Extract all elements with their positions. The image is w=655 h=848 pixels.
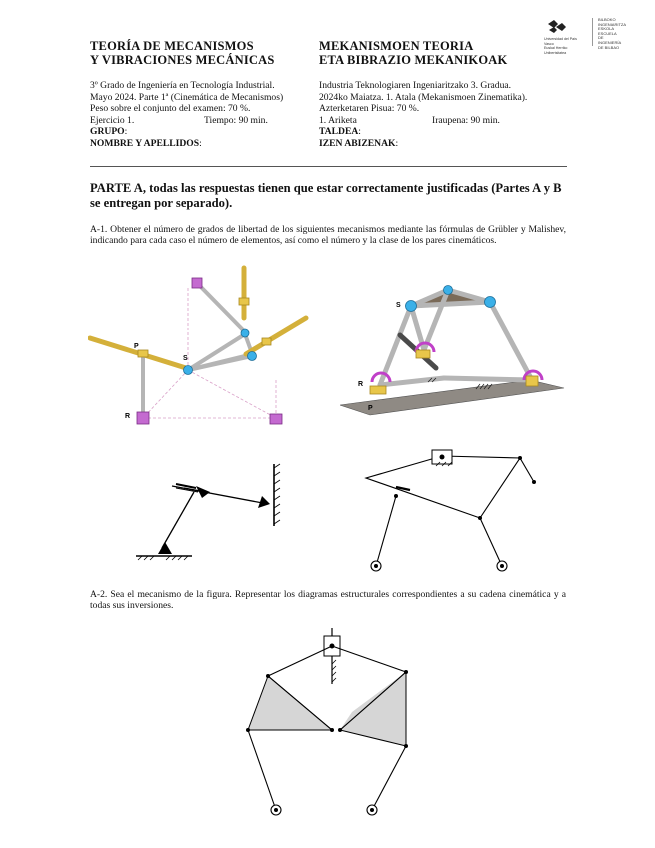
label-r-tripod: R <box>358 381 364 388</box>
logo-school-3: ESKOLA <box>598 26 615 32</box>
info-eu-line1: Industria Teknologiaren Ingeniaritzako 3. Gradua. <box>319 80 512 91</box>
logo-school-6: DE BILBAO <box>598 44 620 50</box>
logo-university-es: Universidad del País Vasco <box>544 37 577 46</box>
info-es-name: NOMBRE Y APELLIDOS <box>90 137 200 149</box>
title-eu <box>319 39 507 67</box>
logo-university-eu: Euskal Herriko Unibertsitatea <box>544 46 568 55</box>
info-es-line3: Peso sobre el conjunto del examen: 70 %. <box>90 103 251 115</box>
info-eu-line3: Azterketaren Pisua: 70 %. <box>319 103 420 115</box>
upv-ehu-logo-icon <box>546 18 568 36</box>
info-es-time: Tiempo: 90 min. <box>204 114 268 126</box>
question-a1: A-1. Obtener el número de grados de libertad de los siguientes mecanismos mediante las fórmulas de Grübler y Malishev, indicando para cada caso el número de elementos, así como el número y la clase de los pares cinemáticos. <box>90 224 566 246</box>
info-es-group: GRUPO <box>90 126 125 138</box>
figure-planar-linkage <box>362 432 552 578</box>
logo-school-4: ESCUELA <box>598 30 617 36</box>
label-s-tripod: S <box>396 302 401 309</box>
info-eu-group: TALDEA <box>319 126 359 138</box>
info-es: 3º Grado de Ingeniería en Tecnología Industrial. Mayo 2024. Parte 1ª (Cinemática de Mecanismos) Peso sobre el conjunto del examen: 70 %. Ejercicio 1. Tiempo: 90 min. GRUPO: NOMBRE Y APELLIDOS: <box>90 80 284 149</box>
info-eu-exercise: 1. Ariketa <box>319 114 357 126</box>
figure-planar-slider-mechanism <box>132 460 292 564</box>
label-s-3d: S <box>183 355 188 362</box>
label-p-3d: P <box>134 343 139 350</box>
info-eu-name: IZEN ABIZENAK <box>319 137 396 149</box>
info-es-line2: Mayo 2024. Parte 1ª (Cinemática de Mecanismos) <box>90 91 284 103</box>
label-r-3d: R <box>125 413 131 420</box>
label-p-tripod: P <box>368 405 373 412</box>
figure-double-triangle-mechanism <box>240 628 422 820</box>
info-es-exercise: Ejercicio 1. <box>90 114 135 126</box>
info-eu-time: Iraupena: 90 min. <box>432 114 500 126</box>
figure-3d-spatial-mechanism <box>88 258 320 430</box>
university-logo <box>544 17 627 55</box>
logo-divider <box>592 18 593 46</box>
title-es-line2: Y VIBRACIONES MECÁNICAS <box>90 53 275 67</box>
info-es-line1: 3º Grado de Ingeniería en Tecnología Industrial. <box>90 80 275 91</box>
title-eu-line1: MEKANISMOEN TEORIA <box>319 39 474 53</box>
title-es <box>90 39 275 67</box>
logo-school-2: INGENIARITZA <box>598 21 627 27</box>
logo-school-1: BILBOKO <box>598 17 616 22</box>
title-es-line1: TEORÍA DE MECANISMOS <box>90 39 254 53</box>
question-a2: A-2. Sea el mecanismo de la figura. Representar los diagramas estructurales correspondientes a su cadena cinemática y a todas sus inversiones. <box>90 589 566 611</box>
info-eu-line2: 2024ko Maiatza. 1. Atala (Mekanismoen Zinematika). <box>319 91 528 103</box>
figure-3d-tripod-mechanism <box>340 270 565 420</box>
parte-a-heading: PARTE A, todas las respuestas tienen que estar correctamente justificadas (Partes A y B se entregan por separado). <box>90 181 562 210</box>
title-eu-line2: ETA BIBRAZIO MEKANIKOAK <box>319 53 508 67</box>
info-eu: Industria Teknologiaren Ingeniaritzako 3. Gradua. 2024ko Maiatza. 1. Atala (Mekanismoen Zinematika). Azterketaren Pisua: 70 %. 1. Ariketa Iraupena: 90 min. TALDEA: IZEN ABIZENAK: <box>319 80 528 149</box>
header-divider <box>90 166 567 167</box>
logo-school-5: DE INGENIERÍA <box>598 35 622 45</box>
